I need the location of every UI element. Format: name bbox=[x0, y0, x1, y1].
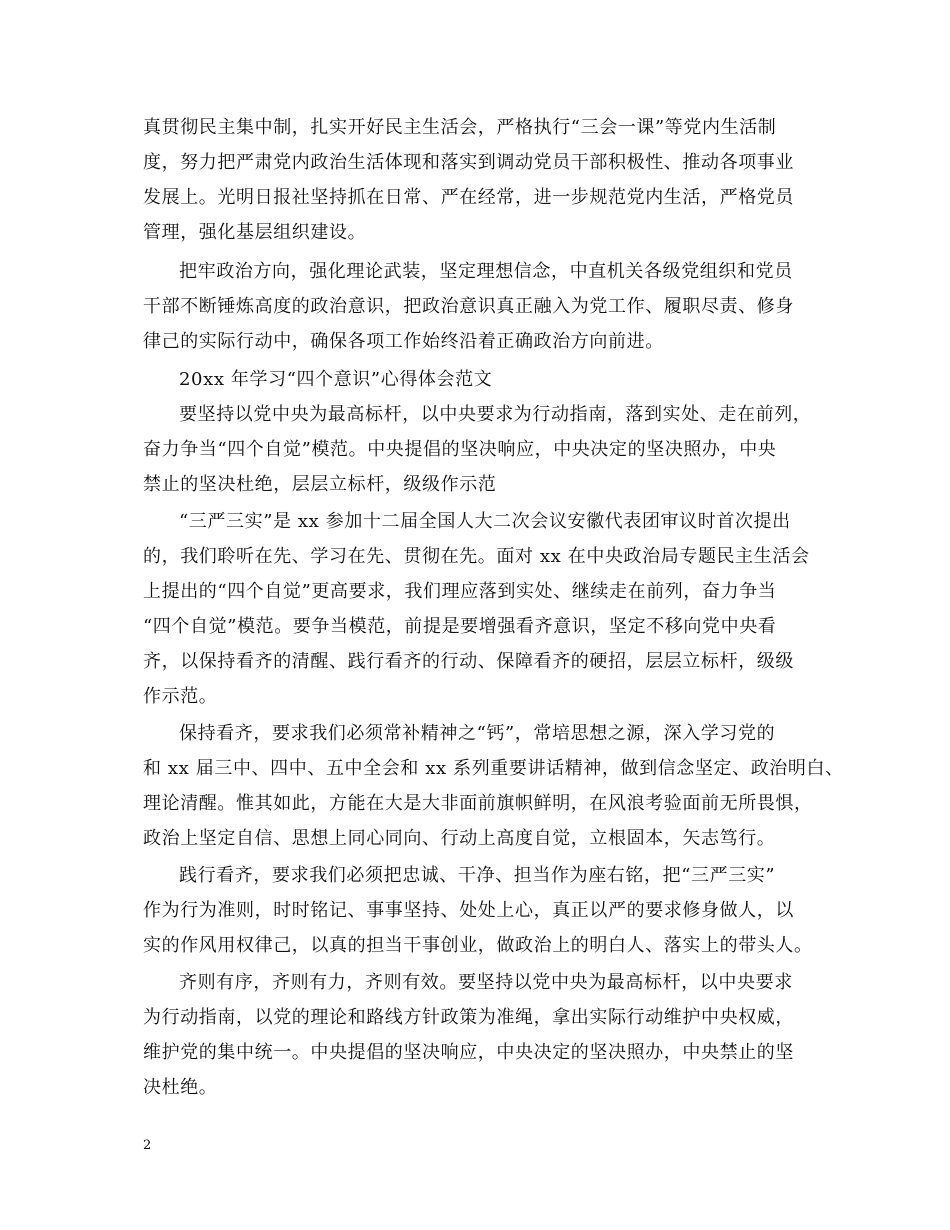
text-line: 和 xx 届三中、四中、五中全会和 xx 系列重要讲话精神，做到信念坚定、政治明白、 bbox=[143, 758, 844, 779]
text-line: 把牢政治方向，强化理论武装，坚定理想信念，中直机关各级党组织和党员 bbox=[179, 261, 793, 282]
text-line: 发展上。光明日报社坚持抓在日常、严在经常，进一步规范党内生活，严格党员 bbox=[143, 187, 794, 208]
text-line: 作示范。 bbox=[143, 686, 218, 707]
text-line: 理论清醒。惟其如此，方能在大是大非面前旗帜鲜明，在风浪考验面前无所畏惧， bbox=[143, 793, 813, 814]
text-line: 齐则有序，齐则有力，齐则有效。要坚持以党中央为最高标杆，以中央要求 bbox=[179, 972, 793, 993]
text-line: “三严三实”是 xx 参加十二届全国人大二次会议安徽代表团审议时首次提出 bbox=[179, 511, 791, 532]
text-line: 管理，强化基层组织建设。 bbox=[143, 222, 367, 243]
page-number: 2 bbox=[143, 1138, 152, 1153]
text-line: 律己的实际行动中，确保各项工作始终沿着正确政治方向前进。 bbox=[143, 331, 664, 352]
text-line: 政治上坚定自信、思想上同心同向、行动上高度自觉，立根固本，矢志笃行。 bbox=[143, 828, 776, 849]
text-line: 作为行为准则，时时铭记、事事坚持、处处上心，真正以严的要求修身做人，以 bbox=[143, 900, 794, 921]
text-line: 保持看齐，要求我们必须常补精神之“钙”，常培思想之源，深入学习党的 bbox=[179, 723, 776, 744]
text-line: 实的作风用权律己，以真的担当干事创业，做政治上的明白人、落实上的带头人。 bbox=[143, 935, 813, 956]
text-line: 为行动指南，以党的理论和路线方针政策为准绳，拿出实际行动维护中央权威， bbox=[143, 1007, 794, 1028]
text-line: 决杜绝。 bbox=[143, 1077, 218, 1098]
text-line: 要坚持以党中央为最高标杆，以中央要求为行动指南，落到实处、走在前列， bbox=[179, 404, 812, 425]
text-line: “四个自觉”模范。要争当模范，前提是要增强看齐意识，坚定不移向党中央看 bbox=[143, 616, 777, 637]
text-line: 奋力争当“四个自觉”模范。中央提倡的坚决响应，中央决定的坚决照办，中央 bbox=[143, 439, 777, 460]
text-line: 维护党的集中统一。中央提倡的坚决响应，中央决定的坚决照办，中央禁止的坚 bbox=[143, 1042, 794, 1063]
text-line: 践行看齐，要求我们必须把忠诚、干净、担当作为座右铭，把“三严三实” bbox=[179, 865, 776, 886]
text-line: 上提出的“四个自觉”更高要求，我们理应落到实处、继续走在前列，奋力争当 bbox=[143, 581, 777, 602]
section-heading: 20xx 年学习“四个意识”心得体会范文 bbox=[179, 369, 493, 390]
text-line: 禁止的坚决杜绝，层层立标杆，级级作示范 bbox=[143, 474, 497, 495]
text-line: 度，努力把严肃党内政治生活体现和落实到调动党员干部积极性、推动各项事业 bbox=[143, 152, 794, 173]
text-line: 的，我们聆听在先、学习在先、贯彻在先。面对 xx 在中央政治局专题民主生活会 bbox=[143, 546, 810, 567]
text-line: 齐，以保持看齐的清醒、践行看齐的行动、保障看齐的硬招，层层立标杆，级级 bbox=[143, 651, 794, 672]
text-line: 干部不断锤炼高度的政治意识，把政治意识真正融入为党工作、履职尽责、修身 bbox=[143, 296, 794, 317]
text-line: 真贯彻民主集中制，扎实开好民主生活会，严格执行“三会一课”等党内生活制 bbox=[143, 117, 777, 138]
